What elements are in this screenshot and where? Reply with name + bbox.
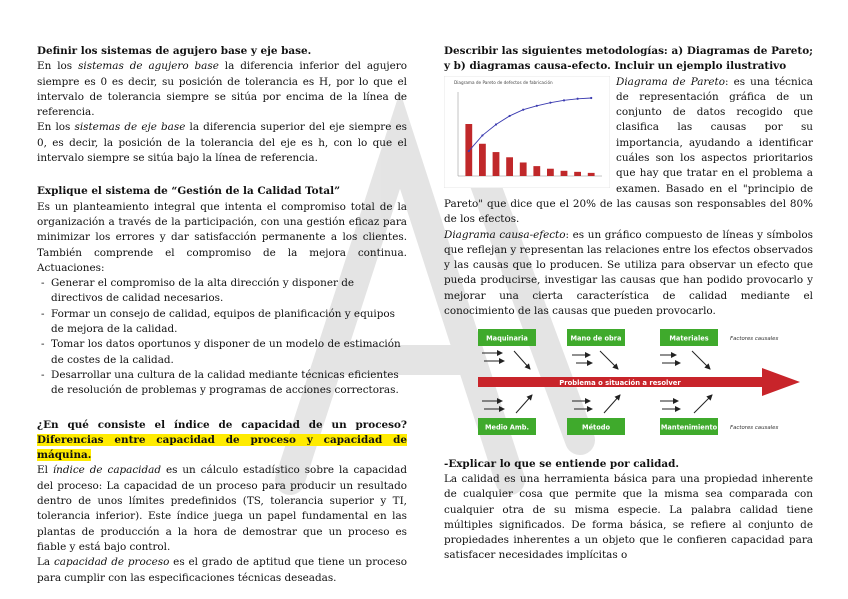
cause-arrow <box>516 395 532 413</box>
paragraph-calidad: La calidad es una herramienta básica para una propiedad inherente de cualquier cosa que permite que la misma sea comparada con cualquier otra de su misma especie. La palabra calidad tiene múltiples significados. De forma básica, se refiere al conjunto de propiedades inherentes a un objeto que le confieren capacidad para satisfacer necesidades implícitas o <box>444 472 813 562</box>
section-title-calidad: -Explicar lo que se entiende por calidad. <box>444 457 680 470</box>
pareto-cumulative-point <box>509 114 511 116</box>
list-item: - Tomar los datos oportunos y disponer de un modelo de estimación de costes de la calidad. <box>41 337 407 368</box>
cause-arrow <box>514 351 530 369</box>
cause-arrow <box>600 351 618 369</box>
section-title-calidad-total: Explique el sistema de “Gestión de la Calidad Total” <box>37 185 341 198</box>
right-column <box>444 44 813 564</box>
pareto-bar <box>561 170 568 175</box>
list-item: - Generar el compromiso de la alta dirección y disponer de directivos de calidad necesarios. <box>41 276 407 307</box>
pareto-cumulative-point <box>495 123 497 125</box>
paragraph-capacidad-proceso: La capacidad de proceso es el grado de aptitud que tiene un proceso para cumplir con las especificaciones técnicas deseadas. <box>37 556 407 584</box>
pareto-bar <box>547 168 554 175</box>
cause-label: Medio Amb. <box>484 423 530 432</box>
pareto-bar <box>506 157 513 176</box>
paragraph-calidad-total: Es un planteamiento integral que intenta el compromiso total de la organización a través de la participación, con una gestión eficaz para minimizar los errores y dar satisfacción permanente a los clientes. También comprende el compromiso de la mejora continua. Actuaciones: <box>37 200 407 274</box>
cause-arrow <box>694 395 712 413</box>
paragraph-pareto: Diagrama de Pareto: es una técnica de representación gráfica de un conjunto de datos recogido que clasifica las causas por su importancia, ayudando a identificar cuáles son los aspectos prioritarios que hay que tratar en el problema a examen. Basado en el "principio de Pareto" que dice que el 20% de las causas son responsables del 80% de los efectos. <box>444 75 813 226</box>
paragraph-agujero-base: En los sistemas de agujero base la diferencia inferior del agujero siempre es 0 es decir, su posición de tolerancia es H, por lo que el intervalo de tolerancia siempre se sitúa por encima de la línea de referencia. <box>37 60 407 119</box>
pareto-bar <box>493 152 500 176</box>
cause-label: Materiales <box>669 334 709 343</box>
pareto-cumulative-point <box>522 108 524 110</box>
cause-label: Método <box>582 423 610 432</box>
factors-label: Factores causales <box>730 425 779 432</box>
paragraph-causa-efecto: Diagrama causa-efecto: es un gráfico compuesto de líneas y símbolos que reflejan y representan las relaciones entre los efectos observados y las causas que lo producen. Se utiliza para observar un efecto que pueda producirse, investigar las causas que han podido provocarlo y mejorar una cierta característica de calidad mediante el conocimiento de las causas que pueden provocarlo. <box>444 228 813 318</box>
list-item: - Formar un consejo de calidad, equipos de planificación y equipos de mejora de la calidad. <box>41 307 407 338</box>
pareto-cumulative-point <box>549 101 551 103</box>
list-item: - Desarrollar una cultura de la calidad mediante técnicas eficientes de resolución de problemas y programas de acciones correctoras. <box>41 368 407 399</box>
section-title-metodologias: Describir las siguientes metodologías: a) Diagramas de Pareto; y b) diagramas causa-efecto. Incluir un ejemplo ilustrativo <box>444 45 813 73</box>
pareto-bar <box>520 162 527 176</box>
pareto-cumulative-point <box>536 104 538 106</box>
section-title-indice-capacidad: ¿En qué consiste el índice de capacidad de un proceso? Diferencias entre capacidad de proceso y capacidad de máquina. <box>37 418 407 462</box>
pareto-cumulative-point <box>481 134 483 136</box>
paragraph-indice-capacidad: El índice de capacidad es un cálculo estadístico sobre la capacidad del proceso: La capacidad de un proceso para producir un resultado dentro de unos límites predefinidos (TS, tolerancia superior y TI, tolerancia inferior). Este índice juega un papel fundamental en las plantas de producción a la hora de demostrar que un proceso es fiable y está bajo control. <box>37 464 407 553</box>
pareto-bar <box>574 171 581 175</box>
cause-arrow <box>604 395 620 413</box>
pareto-cumulative-point <box>590 96 592 98</box>
pareto-chart <box>444 76 610 188</box>
cause-arrow <box>692 351 710 369</box>
cause-label: Mantenimiento <box>660 423 718 432</box>
section-title-agujero-eje: Definir los sistemas de agujero base y eje base. <box>37 45 312 57</box>
spine-label: Problema o situación a resolver <box>559 379 681 388</box>
paragraph-eje-base: En los sistemas de eje base la diferencia superior del eje siempre es 0, es decir, la posición de la tolerancia del eje es h, con lo que el intervalo siempre se sitúa bajo la línea de referencia. <box>37 121 407 165</box>
pareto-bar <box>479 143 486 175</box>
pareto-cumulative-point <box>468 150 470 152</box>
cause-label: Mano de obra <box>570 334 622 343</box>
pareto-bar <box>588 172 595 175</box>
factors-label: Factores causales <box>730 336 779 343</box>
left-column <box>37 44 407 586</box>
highlighted-text: Diferencias entre capacidad de proceso y capacidad de máquina. <box>37 433 407 462</box>
pareto-cumulative-point <box>577 97 579 99</box>
pareto-bar <box>533 166 540 176</box>
pareto-cumulative-point <box>563 99 565 101</box>
cause-label: Maquinaria <box>486 334 528 343</box>
fishbone-diagram <box>472 327 812 437</box>
pareto-title: Diagrama de Pareto de defectos de fabricación <box>454 79 553 85</box>
actuaciones-list <box>37 276 407 398</box>
